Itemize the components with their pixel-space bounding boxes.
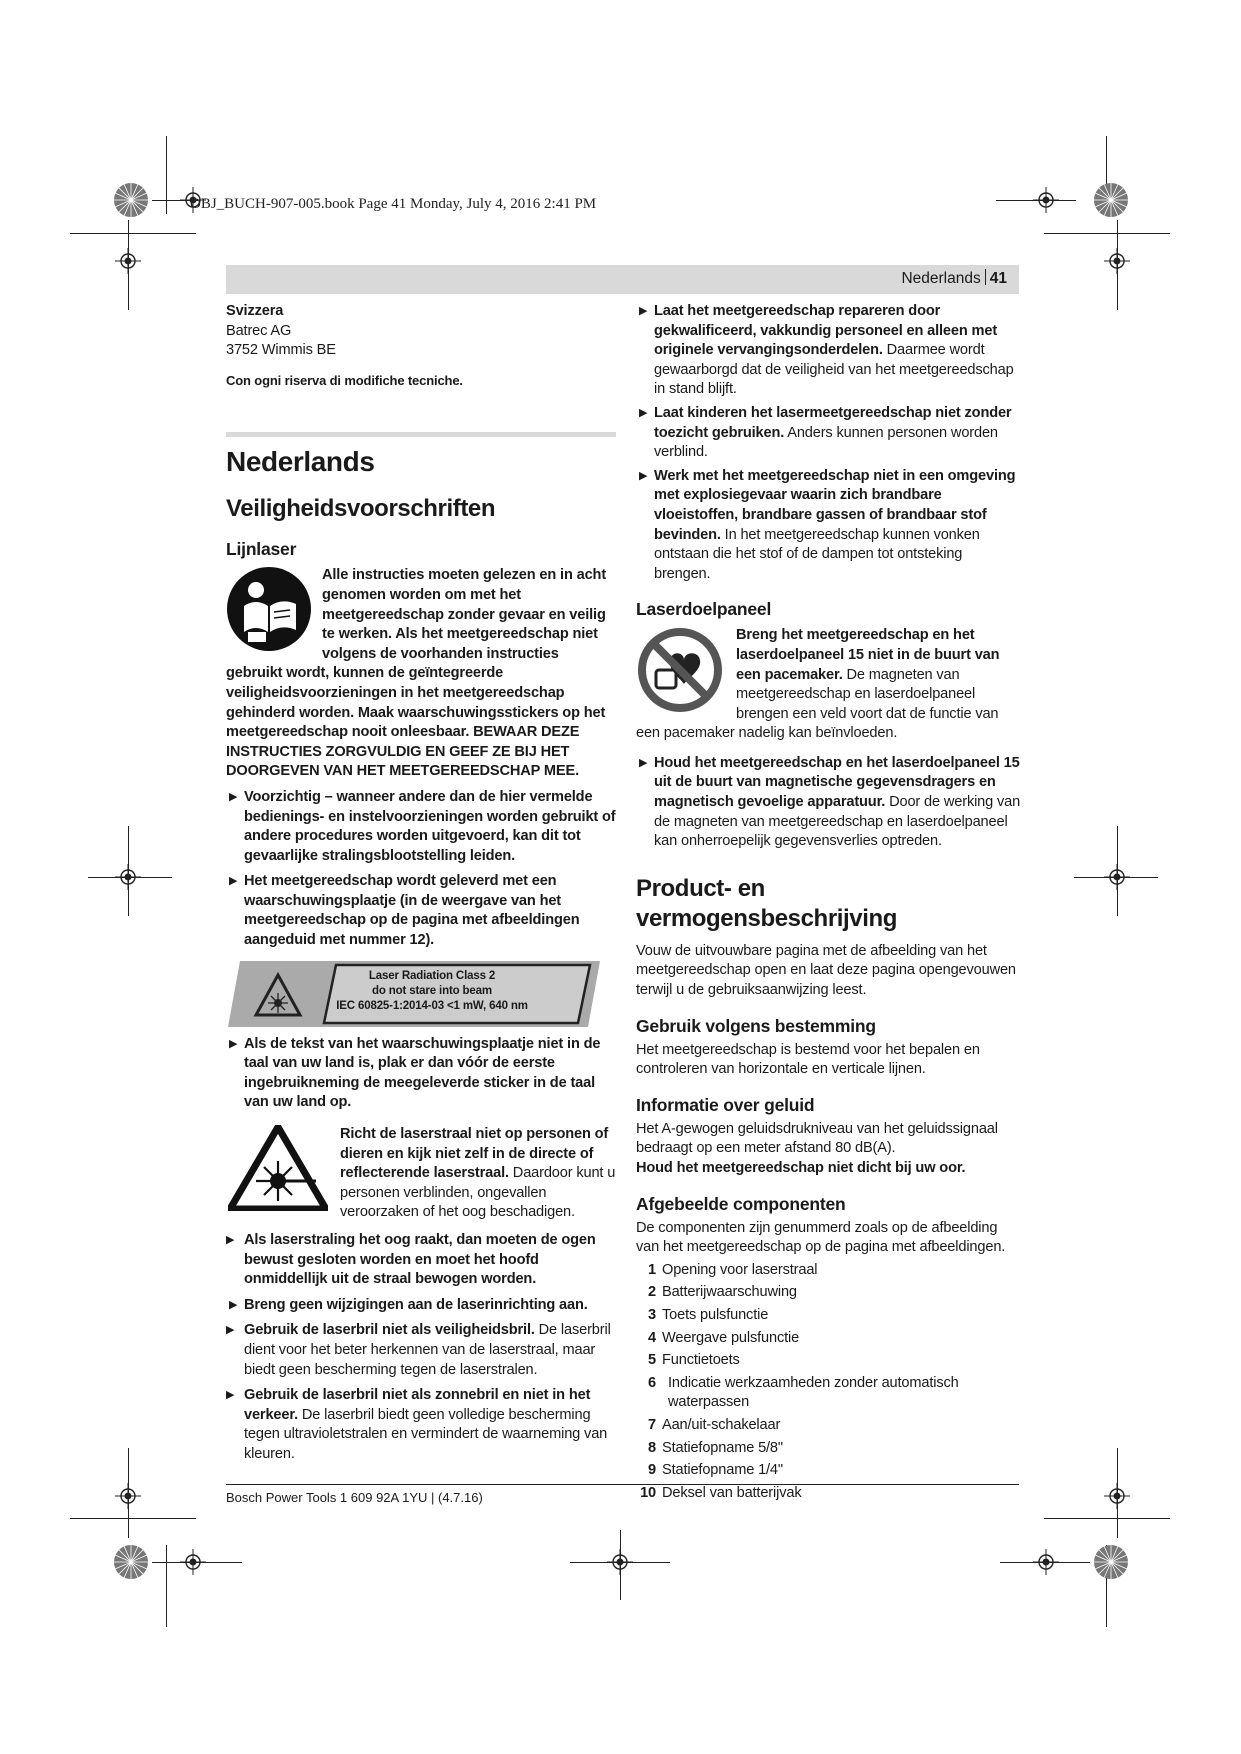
intro-text: Alle instructies moeten gelezen en in acht genomen worden om met het meetgereedschap zonder gevaar en veilig te werken. Als het meetgereedschap niet volgens de voorhanden instructies gebruikt wordt, kunnen de geïntegreerde veiligheidsvoorzieningen in het meetgereedschap gehinderd worden. Maak waarschuwingsstickers op het meetgereedschap nooit onleesbaar. BEWAAR DEZE INSTRUCTIES ZORGVULDIG EN GEEF ZE BIJ HET DOORGEVEN VAN HET MEETGEREEDSCHAP MEE. [226,567,607,780]
reserve-note: Con ogni riserva di modifiche tecniche. [226,372,463,388]
bullet-text: Als laserstraling het oog raakt, dan moeten de ogen bewust gesloten worden en moet het hoofd onmiddellijk uit de straal bewogen worden. [244,1232,596,1288]
label-line: IEC 60825-1:2014-03 <1 mW, 640 nm [336,999,528,1012]
bullet-arrow-icon: ▶ [639,469,648,482]
laser-warning-block [226,1125,616,1223]
component-label: Statiefopname 5/8" [662,1439,783,1456]
component-label: Batterijwaarschuwing [662,1284,797,1301]
component-number: 8 [648,1439,656,1456]
component-number: 1 [648,1261,656,1278]
crop-mark [166,1545,167,1627]
list-item [636,1416,1021,1436]
registration-mark-icon [115,1483,141,1509]
section-divider [226,432,616,437]
footer: Bosch Power Tools 1 609 92A 1YU | (4.7.16) [226,1490,483,1505]
list-item [636,1261,1021,1281]
list-item [226,1296,616,1316]
bold-text: Gebruik de laserbril niet als veiligheidsbril. [244,1322,535,1339]
registration-mark-icon [115,248,141,274]
section-title: Nederlands [226,446,375,478]
crop-mark [70,1518,196,1519]
file-header: OBJ_BUCH-907-005.book Page 41 Monday, July 4, 2016 2:41 PM [190,196,597,212]
component-label: Deksel van batterijvak [662,1484,802,1501]
intro-block [226,566,616,782]
bold-text: Richt de laserstraal niet op personen of dieren en kijk niet zelf in de directe of reflecterende laserstraal. [340,1126,609,1182]
list-item [636,302,1021,400]
list-item [636,754,1021,852]
registration-mark-icon [1104,1483,1130,1509]
bold-text: Laat het meetgereedschap repareren door gekwalificeerd, vakkundig personeel en alleen met originele vervangingsonderdelen. [654,303,998,359]
component-label: Indicatie werkzaamheden zonder automatisch waterpassen [668,1374,959,1411]
list-item [226,788,616,866]
label-line: do not stare into beam [371,984,493,997]
list-item [226,872,616,950]
bullet-arrow-icon: ▶ [226,1389,235,1402]
registration-mark-icon [1104,248,1130,274]
component-label: Opening voor laserstraal [662,1261,818,1278]
list-item [636,467,1021,585]
product-text: Vouw de uitvouwbare pagina met de afbeelding van het meetgereedschap open en laat deze pagina opengevouwen terwijl u de gebruiksaanwijzing leest. [636,942,1016,999]
registration-mark-icon [1104,864,1130,890]
normal-text: Daardoor kunt u personen verblinden, ongevallen veroorzaken of het oog beschadigen. [340,1165,616,1221]
bullet-text: Breng geen wijzigingen aan de laserinrichting aan. [244,1296,588,1313]
address-title: Svizzera [226,303,284,319]
component-number: 2 [648,1284,656,1301]
bullet-arrow-icon: ▶ [229,790,238,803]
color-rosette-icon [1093,1544,1129,1580]
registration-mark-icon [180,1549,206,1575]
bullet-text: Het meetgereedschap wordt geleverd met een waarschuwingsplaatje (in de weergave van het meetgereedschap op de pagina met afbeeldingen aangeduid met nummer 12). [244,873,580,949]
list-item [636,1484,1021,1504]
list-item [636,1351,1021,1371]
bullet-arrow-icon: ▶ [229,1037,238,1050]
component-label: Weergave pulsfunctie [662,1329,800,1346]
component-label: Toets pulsfunctie [662,1306,769,1323]
bullet-arrow-icon: ▶ [639,756,648,769]
list-item [226,1321,616,1380]
bold-text: Gebruik de laserbril niet als zonnebril en niet in het verkeer. [244,1387,591,1423]
laserdoelpaneel-heading: Laserdoelpaneel [636,599,772,620]
lijnlaser-heading: Lijnlaser [226,539,297,560]
crop-mark [1044,233,1170,234]
list-item [636,1306,1021,1326]
bold-text: Werk met het meetgereedschap niet in een omgeving met explosiegevaar waarin zich brandbare vloeistoffen, brandbare gassen of brandbaar stof bevinden. [654,467,1016,543]
page-header [226,265,1019,294]
component-label: Functietoets [662,1352,740,1369]
normal-text: Door de werking van de magneten van meetgereedschap en laserdoelpaneel kan onherroepelijk gegevensverlies optreden. [654,794,1021,850]
list-item [226,1386,616,1464]
bullet-arrow-icon: ▶ [226,1324,235,1337]
list-item [226,1035,616,1113]
color-rosette-icon [113,182,149,218]
page-header-text [901,269,1019,288]
right-column [636,302,1021,1503]
bullet-arrow-icon: ▶ [639,305,648,317]
noise-heading: Informatie over geluid [636,1094,815,1115]
footer-divider [226,1484,1019,1485]
list-item [636,1329,1021,1349]
address-line: 3752 Wimmis BE [226,342,336,359]
registration-mark-icon [1033,187,1059,213]
normal-text: De magneten van meetgereedschap en laserdoelpaneel brengen een veld voort dat de functie van een pacemaker nadelig kan beïnvloeden. [636,666,999,742]
component-number: 6 [648,1374,656,1391]
component-number: 4 [648,1329,656,1346]
bold-text: Breng het meetgereedschap en het laserdoelpaneel 15 niet in de buurt van een pacemaker. [736,627,1000,683]
noise-warning: Houd het meetgereedschap niet dicht bij uw oor. [636,1160,966,1176]
warning-label [228,961,600,1027]
component-number: 3 [648,1306,656,1323]
registration-mark-icon [1033,1549,1059,1575]
pacemaker-block [636,626,1021,744]
bullet-text: Als de tekst van het waarschuwingsplaatje niet in de taal van uw land is, plak er dan vóór de eerste ingebruikneming de meegeleverde sticker in de taal van uw land op. [244,1035,601,1111]
bullet-arrow-icon: ▶ [226,1234,235,1246]
label-line: Laser Radiation Class 2 [368,969,496,982]
bullet-arrow-icon: ▶ [229,875,238,888]
bold-text: Laat kinderen het lasermeetgereedschap niet zonder toezicht gebruiken. [654,404,1012,441]
bullet-text: Voorzichtig – wanneer andere dan de hier vermelde bedienings- en instelvoorzieningen worden gebruikt of andere procedures worden uitgevoerd, kan dit tot gevaarlijke stralingsblootstelling leiden. [244,788,616,864]
warning-label-text [228,969,600,1014]
address-line: Batrec AG [226,322,292,339]
bold-text: Houd het meetgereedschap en het laserdoelpaneel 15 uit de buurt van magnetische gegevensdragers en magnetisch gevoelige apparatuur. [654,754,1020,811]
component-number: 9 [648,1462,656,1479]
component-label: Aan/uit-schakelaar [662,1416,781,1433]
noise-text: Het A-gewogen geluidsdrukniveau van het geluidssignaal bedraagt op een meter afstand 80 dB(A). [636,1120,998,1157]
color-rosette-icon [113,1544,149,1580]
components-text: De componenten zijn genummerd zoals op de afbeelding van het meetgereedschap op de pagina met afbeeldingen. [636,1219,1006,1256]
list-item [636,1439,1021,1459]
left-column [226,302,616,1465]
registration-mark-icon [607,1549,633,1575]
component-number: 7 [648,1416,656,1433]
use-text: Het meetgereedschap is bestemd voor het bepalen en controleren van horizontale en verticale lijnen. [636,1041,980,1078]
header-language: Nederlands [901,270,981,287]
normal-text: Anders kunnen personen worden verblind. [654,424,998,461]
list-item [636,1283,1021,1303]
crop-mark [166,136,167,214]
list-item [636,404,1021,463]
crop-mark [1044,1518,1170,1519]
read-manual-icon [226,566,312,652]
no-pacemaker-icon [636,626,724,714]
component-number: 10 [640,1484,656,1501]
crop-mark [70,233,196,234]
component-number: 5 [648,1352,656,1369]
safety-heading: Veiligheidsvoorschriften [226,495,496,523]
color-rosette-icon [1093,182,1129,218]
normal-text: Daarmee wordt gewaarborgd dat de veiligheid van het meetgereedschap in stand blijft. [654,342,1014,398]
laser-warning-icon [228,1125,328,1211]
use-heading: Gebruik volgens bestemming [636,1015,876,1036]
page-number: 41 [989,270,1007,287]
registration-mark-icon [115,864,141,890]
normal-text: De laserbril biedt geen volledige bescherming tegen ultravioletstralen en vermindert de waarneming van kleuren. [244,1406,608,1462]
normal-text: In het meetgereedschap kunnen vonken ontstaan die het stof of de dampen tot ontsteking brengen. [654,526,980,582]
product-heading: Product- en vermogensbeschrijving [636,874,898,932]
list-item [226,1231,616,1290]
bullet-arrow-icon: ▶ [229,1298,238,1311]
components-heading: Afgebeelde componenten [636,1193,846,1214]
component-label: Statiefopname 1/4" [662,1462,783,1479]
bullet-arrow-icon: ▶ [639,406,648,419]
components-list [636,1261,1021,1504]
list-item [636,1461,1021,1481]
normal-text: De laserbril dient voor het beter herkennen van de laserstraal, maar biedt geen bescherming tegen de laserstralen. [244,1322,611,1378]
list-item [636,1374,1021,1413]
